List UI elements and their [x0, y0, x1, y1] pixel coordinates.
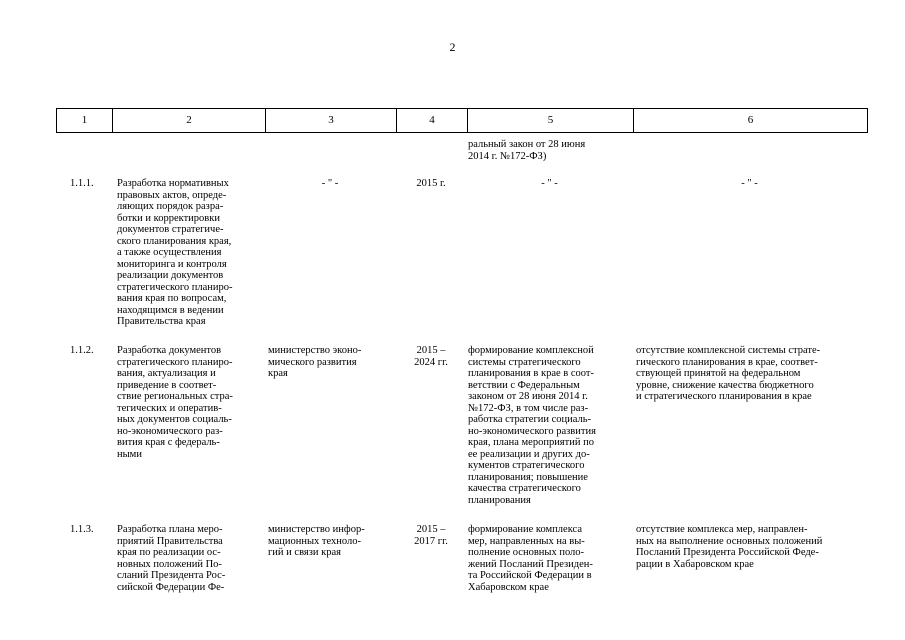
executor-cell: министерство инфор- мационных техноло- гий и связи края: [268, 524, 365, 558]
page-number: 2: [449, 40, 456, 54]
result-cell: - " -: [541, 178, 558, 189]
header-col-6: 6: [747, 114, 754, 126]
activity-cell: Разработка плана меро- приятий Правительства края по реализации ос- новных положений По- сланий Президента Рос- сийской Федерации Фе-: [117, 524, 226, 593]
row-number: 1.1.1.: [70, 178, 94, 189]
table-header-row: [56, 108, 868, 133]
result-cell: формирование комплексной системы стратегического планирования в крае в соот- ветствии с Федеральным законом от 28 июня 2014 г. №172-ФЗ, в том числе раз- работка стратегии социаль- но-экономического развития края, плана мероприятий по ее реализации и других до- кументов стратегического планирования; повышение качества стратегического планирования: [468, 345, 596, 506]
continued-text-col5: ральный закон от 28 июня 2014 г. №172-ФЗ): [468, 139, 586, 162]
header-col-3: 3: [328, 114, 334, 126]
header-col-2: 2: [186, 114, 192, 126]
result-cell: формирование комплекса мер, направленных на вы- полнение основных поло- жений Посланий Президен- та Российской Федерации в Хабаровском крае: [468, 524, 593, 593]
activity-cell: Разработка документов стратегического планиро- вания, актуализация и приведение в соответ- ствие региональных стра- тегических и оператив- ных документов социаль- но-экономического раз- вития края с федераль- ными: [117, 345, 233, 460]
executor-cell: министерство эконо- мического развития края: [268, 345, 362, 379]
term-cell: 2015 – 2017 гг.: [414, 524, 448, 547]
term-cell: 2015 г.: [416, 178, 446, 189]
consequence-cell: отсутствие комплекса мер, направлен- ных на выполнение основных положений Посланий Президента Российской Феде- рации в Хабаровском крае: [636, 524, 823, 570]
row-number: 1.1.2.: [70, 345, 94, 356]
executor-cell: - " -: [321, 178, 339, 189]
header-col-4: 4: [429, 114, 435, 126]
header-col-5: 5: [547, 114, 554, 126]
term-cell: 2015 – 2024 гг.: [414, 345, 448, 368]
consequence-cell: отсутствие комплексной системы страте- гического планирования в крае, соответ- ствующей принятой на федеральном уровне, снижение качества бюджетного и стратегического планирования в крае: [636, 345, 821, 402]
row-number: 1.1.3.: [70, 524, 94, 535]
header-col-1: 1: [81, 114, 88, 126]
consequence-cell: - " -: [741, 178, 758, 189]
activity-cell: Разработка нормативных правовых актов, опреде- ляющих порядок разра- ботки и корректировки документов стратегиче- ского планирования края, а также осуществления мониторинга и контроля реализации документов стратегического планиро- вания края по вопросам, находящимся в ведении Правительства края: [117, 178, 233, 327]
